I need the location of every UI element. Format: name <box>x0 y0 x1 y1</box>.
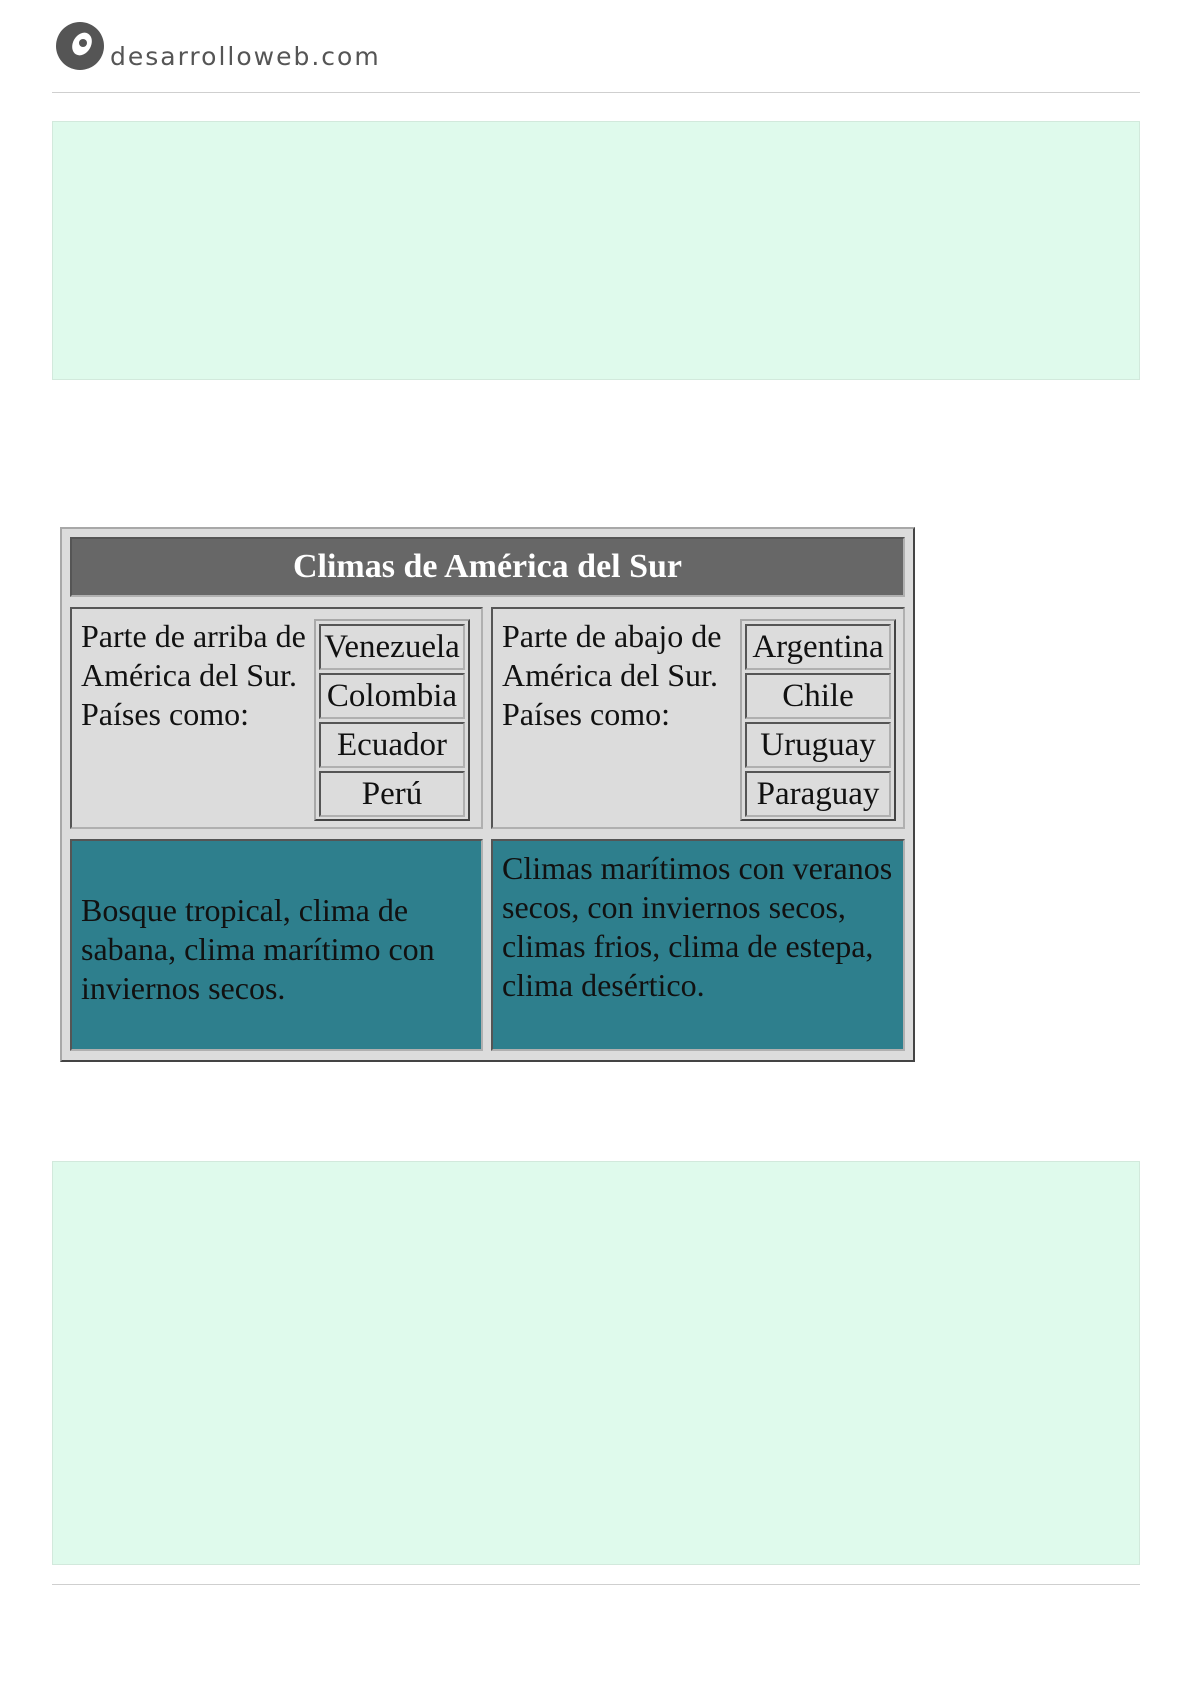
south-country-list <box>740 619 896 821</box>
header-divider <box>52 92 1140 93</box>
logo-text[interactable]: desarrolloweb.com <box>110 42 381 71</box>
north-description: Parte de arriba de América del Sur. Países como: <box>81 618 306 732</box>
north-country-list <box>314 619 470 821</box>
country-cell: Venezuela <box>319 624 465 670</box>
south-climate-text: Climas marítimos con veranos secos, con inviernos secos, climas frios, clima de estepa, clima desértico. <box>502 850 893 1003</box>
footer-divider <box>52 1584 1140 1585</box>
climate-table <box>60 527 915 1062</box>
ad-banner-bottom <box>52 1161 1140 1565</box>
south-region-cell <box>491 607 905 829</box>
table-title: Climas de América del Sur <box>70 537 905 597</box>
logo-icon[interactable] <box>52 18 108 74</box>
site-header <box>52 18 1140 90</box>
country-cell: Chile <box>745 673 891 719</box>
country-cell: Argentina <box>745 624 891 670</box>
country-cell: Uruguay <box>745 722 891 768</box>
country-cell: Perú <box>319 771 465 817</box>
north-region-cell <box>70 607 483 829</box>
country-cell: Ecuador <box>319 722 465 768</box>
south-climate-cell <box>491 839 905 1051</box>
country-cell: Paraguay <box>745 771 891 817</box>
north-climate-cell <box>70 839 483 1051</box>
south-description: Parte de abajo de América del Sur. Países como: <box>502 618 722 732</box>
country-cell: Colombia <box>319 673 465 719</box>
north-climate-text: Bosque tropical, clima de sabana, clima marítimo con inviernos secos. <box>81 892 435 1006</box>
ad-banner-top <box>52 121 1140 380</box>
